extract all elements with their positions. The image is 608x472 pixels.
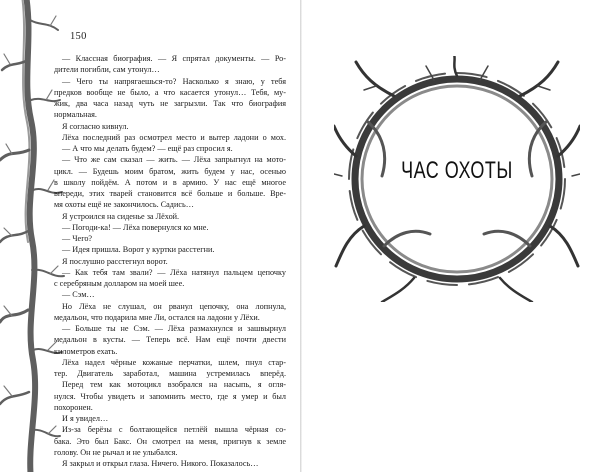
text-line: впереди, этих тварей становится всё больше и больше. Вре- [54, 189, 286, 198]
text-line: нулся. Чтобы увидеть и запомнить место, где я умер и был [54, 391, 286, 401]
text-line: — А что мы делать будем? — ещё раз спросил я. [62, 144, 233, 153]
text-line: в школу пойдём. А потом и в армию. У нас ещё многое [54, 177, 286, 187]
text-line: похоронен. [54, 402, 93, 412]
text-line: И я увидел… [62, 414, 109, 423]
body-text [54, 53, 286, 469]
page-number: 150 [70, 31, 87, 42]
left-page [0, 0, 301, 472]
text-line: Я закрыл и открыл глаза. Ничего. Никого. Показалось… [62, 459, 259, 468]
text-line: цикл. — Будешь моим братом, жить будем у нас, осенью [54, 166, 286, 176]
text-line: предков вообще не было, а что касается утонул… Тебя, му- [54, 87, 286, 97]
text-line: — Как тебя там звали? — Лёха натянул пальцем цепочку [62, 267, 286, 277]
text-line: Я устроился на сиденье за Лёхой. [62, 211, 180, 221]
text-line: Лёха надел чёрные кожаные перчатки, шлем, пнул стар- [62, 357, 286, 367]
text-line: голову. Он не рычал и не улыбался. [54, 447, 178, 457]
text-line: нормальная. [54, 110, 97, 120]
text-line: с серебряным долларом на моей шее. [54, 279, 185, 288]
text-line: дители погибли, сам утонул… [54, 65, 160, 75]
text-line: — Больше ты не Сэм. — Лёха размахнулся и зашвырнул [62, 324, 286, 333]
text-line: тер. Двигатель заработал, машина устремилась вперёд. [54, 369, 286, 378]
text-line: жик, два часа назад чуть не загрызли. Так что биография [54, 99, 286, 108]
text-line: — Сэм… [62, 290, 95, 300]
text-line: Из-за берёзы с болтающейся петлёй вышла чёрная со- [62, 425, 286, 435]
text-line: бака. Это был Бакс. Он смотрел на меня, пригнув к земле [54, 436, 286, 446]
text-line: медальон, что подарила мне Ли, остался на ладони у Лёхи. [54, 312, 260, 322]
text-line: — Чего? [62, 234, 93, 243]
text-line: — Идея пришла. Ворот у куртки расстегни. [62, 245, 215, 255]
text-line: медальон в кусты. — Теперь всё. Нам ещё почти двести [54, 335, 286, 345]
text-line: — Классная биография. — Я спрятал документы. — Ро- [62, 54, 286, 63]
text-line: Лёха последний раз осмотрел место и вытер ладони о мох. [62, 132, 286, 142]
chapter-title: ЧАС ОХОТЫ [401, 156, 513, 184]
text-line: Я согласно кивнул. [62, 121, 129, 131]
text-line: — Погоди-ка! — Лёха повернулся ко мне. [62, 222, 209, 232]
text-line: километров ехать. [54, 346, 118, 356]
text-line: Перед тем как мотоцикл взобрался на насыпь, я огля- [62, 380, 286, 390]
text-line: Я послушно расстегнул ворот. [62, 256, 168, 266]
text-line: — Что же сам сказал — жить. — Лёха запрыгнул на мото- [62, 155, 286, 165]
text-line: Но Лёха не слушал, он рванул цепочку, она лопнула, [62, 301, 286, 311]
text-line: — Чего ты напрягаешься-то? Насколько я знаю, у тебя [62, 76, 286, 86]
text-line: мя охоты ещё не закончилось. Садись… [54, 200, 194, 210]
